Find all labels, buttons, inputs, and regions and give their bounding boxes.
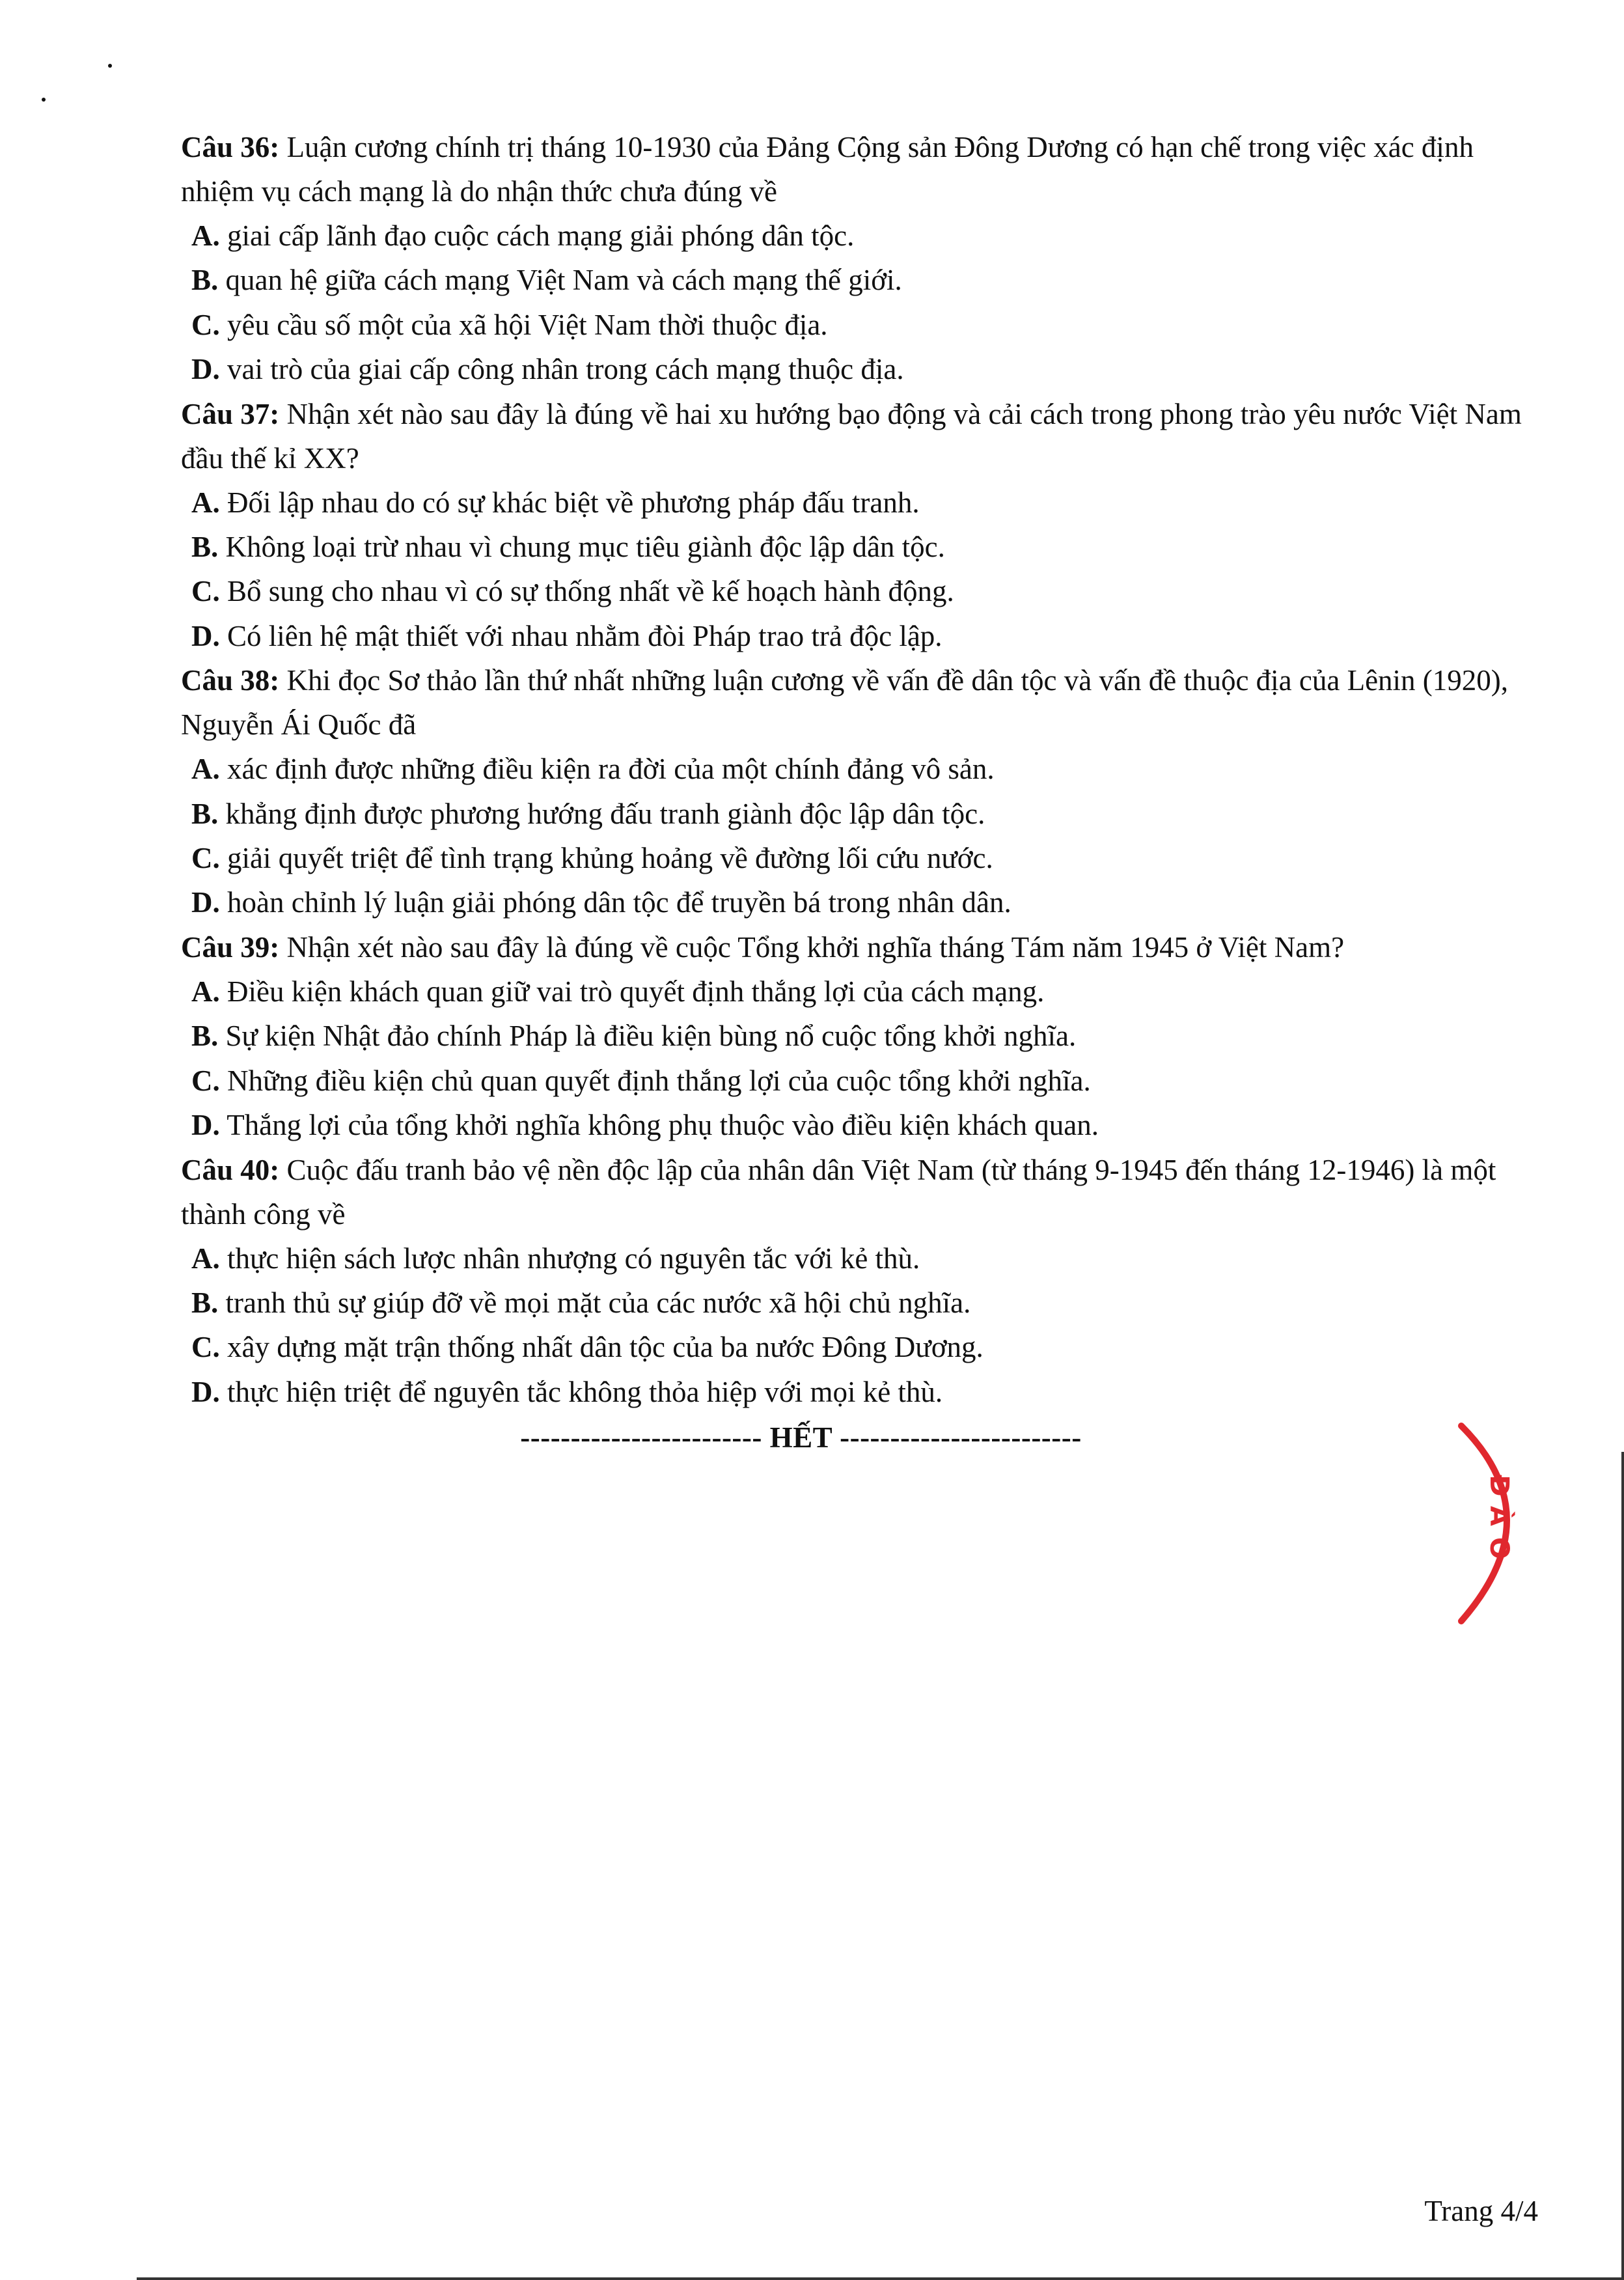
option-text: thực hiện triệt để nguyên tắc không thỏa hiệp với mọi kẻ thù.: [227, 1375, 943, 1408]
answer-option: [191, 1059, 1551, 1103]
option-text: yêu cầu số một của xã hội Việt Nam thời thuộc địa.: [227, 308, 828, 341]
option-label: D.: [191, 1109, 220, 1142]
answer-option: [191, 303, 1551, 347]
option-label: B.: [191, 264, 219, 297]
question-number: Câu 40:: [181, 1153, 280, 1186]
option-text: Có liên hệ mật thiết với nhau nhằm đòi Pháp trao trả độc lập.: [227, 619, 943, 652]
option-text: giải quyết triệt để tình trạng khủng hoảng về đường lối cứu nước.: [227, 842, 993, 875]
answer-option: [191, 480, 1551, 525]
option-label: C.: [191, 1064, 220, 1097]
scan-edge: [1621, 1452, 1624, 2280]
answer-option: [191, 880, 1551, 925]
exam-content: [181, 125, 1551, 1460]
option-label: A.: [191, 753, 220, 786]
question-number: Câu 39:: [181, 930, 280, 964]
option-text: khẳng định được phương hướng đấu tranh giành độc lập dân tộc.: [225, 797, 985, 830]
option-label: D.: [191, 886, 220, 919]
option-label: A.: [191, 1242, 220, 1275]
end-marker: ------------------------ HẾT ------------------------: [520, 1421, 1082, 1454]
option-text: tranh thủ sự giúp đỡ về mọi mặt của các nước xã hội chủ nghĩa.: [225, 1286, 971, 1319]
question-stem: [181, 925, 1551, 969]
option-label: B.: [191, 797, 219, 830]
scan-dot: [108, 64, 112, 68]
stamp-letter: O: [1484, 1537, 1514, 1560]
answer-option: [191, 792, 1551, 836]
answer-option: [191, 969, 1551, 1014]
option-text: quan hệ giữa cách mạng Việt Nam và cách mạng thế giới.: [225, 264, 902, 297]
option-text: Sự kiện Nhật đảo chính Pháp là điều kiện bùng nổ cuộc tổng khởi nghĩa.: [225, 1020, 1077, 1053]
question-block: [181, 1148, 1551, 1415]
option-label: C.: [191, 575, 220, 608]
question-block: [181, 125, 1551, 392]
option-text: Không loại trừ nhau vì chung mục tiêu giành độc lập dân tộc.: [225, 531, 945, 564]
answer-option: [191, 1281, 1551, 1325]
answer-option: [191, 347, 1551, 391]
option-text: Những điều kiện chủ quan quyết định thắng lợi của cuộc tổng khởi nghĩa.: [227, 1064, 1091, 1097]
question-block: [181, 658, 1551, 925]
option-text: vai trò của giai cấp công nhân trong cách mạng thuộc địa.: [227, 353, 904, 386]
answer-option: [191, 214, 1551, 258]
question-block: [181, 925, 1551, 1148]
question-list: [181, 125, 1551, 1414]
answer-option: [191, 258, 1551, 302]
page-number: Trang 4/4: [1424, 2195, 1538, 2227]
question-block: [181, 392, 1551, 659]
option-label: C.: [191, 1331, 220, 1364]
question-stem: [181, 658, 1551, 747]
question-text: Khi đọc Sơ thảo lần thứ nhất những luận cương về vấn đề dân tộc và vấn đề thuộc địa của Lênin (1920), Nguyễn Ái Quốc đã: [181, 664, 1509, 742]
option-label: A.: [191, 486, 220, 519]
answer-option: [191, 1014, 1551, 1058]
question-text: Cuộc đấu tranh bảo vệ nền độc lập của nhân dân Việt Nam (từ tháng 9-1945 đến tháng 12-1946) là một thành công về: [181, 1153, 1496, 1230]
answer-option: [191, 1325, 1551, 1369]
option-text: Bổ sung cho nhau vì có sự thống nhất về kế hoạch hành động.: [227, 575, 954, 608]
question-number: Câu 36:: [181, 131, 280, 163]
question-number: Câu 38:: [181, 664, 280, 697]
option-label: B.: [191, 1020, 219, 1053]
option-text: Thắng lợi của tổng khởi nghĩa không phụ thuộc vào điều kiện khách quan.: [227, 1109, 1099, 1142]
stamp-letter: Đ: [1484, 1475, 1514, 1497]
question-text: Luận cương chính trị tháng 10-1930 của Đảng Cộng sản Đông Dương có hạn chế trong việc xác định nhiệm vụ cách mạng là do nhận thức chưa đúng về: [181, 131, 1474, 208]
option-text: Đối lập nhau do có sự khác biệt về phương pháp đấu tranh.: [227, 486, 920, 519]
option-label: D.: [191, 1375, 220, 1408]
option-text: thực hiện sách lược nhân nhượng có nguyên tắc với kẻ thù.: [227, 1242, 920, 1275]
answer-option: [191, 1370, 1551, 1414]
option-label: D.: [191, 619, 220, 652]
question-number: Câu 37:: [181, 397, 280, 430]
option-text: hoàn chỉnh lý luận giải phóng dân tộc để truyền bá trong nhân dân.: [227, 886, 1012, 919]
option-label: B.: [191, 1286, 219, 1319]
question-text: Nhận xét nào sau đây là đúng về cuộc Tổng khởi nghĩa tháng Tám năm 1945 ở Việt Nam?: [286, 930, 1345, 964]
question-stem: [181, 1148, 1551, 1236]
option-label: C.: [191, 842, 220, 875]
question-stem: [181, 125, 1551, 214]
scan-edge-bottom: [137, 2277, 1624, 2280]
question-stem: [181, 392, 1551, 480]
red-stamp-seal: [1429, 1413, 1559, 1634]
option-label: A.: [191, 975, 220, 1008]
answer-option: [191, 525, 1551, 569]
option-label: D.: [191, 353, 220, 386]
answer-option: [191, 569, 1551, 613]
option-text: giai cấp lãnh đạo cuộc cách mạng giải phóng dân tộc.: [227, 219, 855, 252]
answer-option: [191, 747, 1551, 791]
option-text: Điều kiện khách quan giữ vai trò quyết định thắng lợi của cách mạng.: [227, 975, 1045, 1008]
stamp-letter: À: [1484, 1506, 1514, 1526]
answer-option: [191, 1236, 1551, 1281]
answer-option: [191, 836, 1551, 880]
option-text: xây dựng mặt trận thống nhất dân tộc của ba nước Đông Dương.: [227, 1331, 984, 1364]
scan-dot: [42, 98, 46, 102]
answer-option: [191, 1103, 1551, 1147]
question-text: Nhận xét nào sau đây là đúng về hai xu hướng bạo động và cải cách trong phong trào yêu nước Việt Nam đầu thế kỉ XX?: [181, 397, 1522, 475]
option-label: A.: [191, 219, 220, 252]
answer-option: [191, 614, 1551, 658]
option-label: B.: [191, 531, 219, 564]
option-text: xác định được những điều kiện ra đời của một chính đảng vô sản.: [227, 753, 995, 786]
option-label: C.: [191, 308, 220, 341]
